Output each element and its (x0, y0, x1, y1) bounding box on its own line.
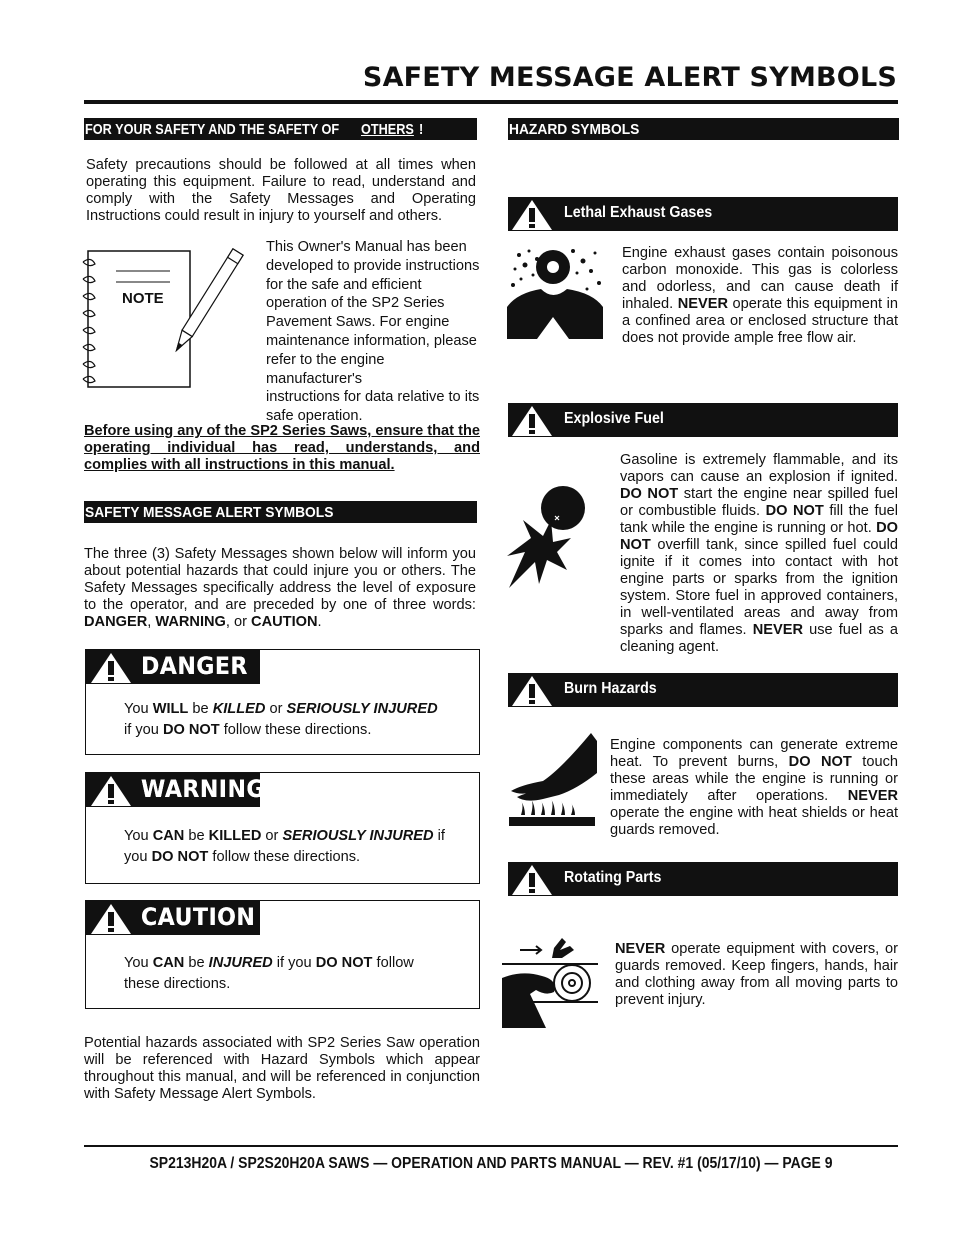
hazard-bar-fuel (508, 403, 898, 437)
note-line: operation of the SP2 Series (266, 295, 445, 312)
msg-part: be (188, 701, 213, 717)
msg-part: if you (124, 722, 163, 738)
msg-part: DO NOT (315, 955, 373, 971)
msg-part: follow (372, 955, 414, 971)
note-line: refer to the engine manufacturer's (266, 351, 385, 387)
hazard-text-part: DO NOT (788, 754, 852, 770)
hazard-text-part: operate equipment with covers, or guards removed. Keep fingers, hands, hair and clothing away from all moving parts to prevent injury. (615, 941, 898, 1008)
msg-part: if you (272, 955, 316, 971)
hazard-label: Burn Hazards (564, 680, 657, 697)
explosion-icon (505, 480, 605, 595)
alert-section-bar (84, 501, 477, 523)
msg-part: KILLED (212, 701, 266, 717)
hazard-bar-text: HAZARD SYMBOLS (509, 121, 640, 138)
msg-part: DO NOT (151, 849, 209, 865)
hazard-text-part: operate the engine with heat shields or heat guards removed. (610, 805, 898, 838)
alert-para-text: The three (3) Safety Messages shown below will inform you about potential hazards that could injure you or others. The Safety Messages specifically address the level of exposure to the operator, and are preceded by one of three words: (84, 546, 476, 613)
msg-part: be (184, 955, 209, 971)
word-danger: DANGER (84, 614, 148, 630)
warning-triangle-icon (90, 903, 132, 935)
msg-part: SERIOUSLY INJURED (282, 828, 434, 844)
warning-triangle-icon (511, 405, 553, 437)
msg-part: or (261, 828, 283, 844)
hazard-text-part: DO NOT (620, 486, 679, 502)
hot-surface-icon (507, 733, 597, 828)
warning-triangle-icon (511, 675, 553, 707)
note-notebook-icon (80, 244, 255, 392)
hazard-text-burn (610, 737, 898, 839)
hazard-text-exhaust (622, 245, 898, 347)
caution-tag (86, 901, 260, 935)
caution-box (85, 900, 480, 1009)
msg-part: SERIOUSLY INJURED (286, 701, 438, 717)
msg-part: You (124, 955, 153, 971)
hazard-section-bar (508, 118, 899, 140)
warning-tag (86, 773, 265, 807)
potential-hazards-paragraph: Potential hazards associated with SP2 Series Saw operation will be referenced with Hazard Symbols which appear throughout this manual, and will be referenced in conjunction with Safety Message Alert Symbols. (84, 1035, 480, 1102)
warning-triangle-icon (511, 864, 553, 896)
hazard-text-part: NEVER (677, 296, 728, 312)
note-line: safe operation. (266, 408, 363, 425)
warning-message (124, 826, 445, 868)
note-line: This Owner's Manual has been (266, 239, 467, 255)
hazard-text-part: operate this equipment in a confined area or enclosed structure that does not provide ample free flow air. (622, 296, 898, 346)
hazard-label: Lethal Exhaust Gases (564, 204, 713, 221)
safety-bar-underlined: OTHERS (361, 121, 415, 138)
hazard-bar-rotating (508, 862, 898, 896)
danger-message (124, 699, 438, 741)
word-warning: WARNING (155, 614, 226, 630)
warning-triangle-icon (511, 199, 553, 231)
warning-box (85, 772, 480, 884)
footer-rule (84, 1145, 898, 1147)
hazard-text-part: NEVER (615, 941, 666, 957)
hazard-text-part: DO NOT (765, 503, 824, 519)
word-caution: CAUTION (251, 614, 318, 630)
msg-part: be (184, 828, 209, 844)
hazard-text-part: DO NOT (620, 520, 898, 553)
hazard-text-part: NEVER (752, 622, 803, 638)
msg-part: WILL (152, 701, 189, 717)
alert-para-sep: , or (225, 614, 252, 630)
note-label: NOTE (122, 290, 164, 307)
note-paragraph (266, 238, 482, 426)
alert-para-end: . (317, 614, 322, 630)
msg-part: CAN (152, 828, 185, 844)
warning-triangle-icon (90, 775, 132, 807)
hazard-text-part: Engine exhaust gases contain poisonous carbon monoxide. This gas is colorless and odorless, and can cause death if inhaled. (622, 245, 898, 312)
msg-part: CAN (152, 955, 185, 971)
alert-bar-text: SAFETY MESSAGE ALERT SYMBOLS (85, 504, 334, 521)
msg-part: follow these directions. (208, 849, 361, 865)
hazard-label: Explosive Fuel (564, 410, 664, 427)
hazard-bar-burn (508, 673, 898, 707)
caution-message (124, 953, 414, 995)
hazard-text-fuel (620, 452, 898, 656)
hazard-text-part: NEVER (847, 788, 898, 804)
msg-part: you (124, 849, 152, 865)
hazard-text-part: Gasoline is extremely flammable, and its vapors can cause an explosion if ignited. (620, 452, 898, 485)
hazard-label: Rotating Parts (564, 869, 662, 886)
msg-part: KILLED (208, 828, 262, 844)
header-rule (84, 100, 898, 104)
msg-part: these directions. (124, 976, 231, 992)
alert-para-sep: , (147, 614, 156, 630)
hazard-text-part: start the engine near spilled fuel or combustible fluids. (620, 486, 898, 519)
safety-bar-end: ! (418, 121, 424, 138)
msg-part: INJURED (208, 955, 273, 971)
note-line: maintenance information, please (266, 332, 477, 349)
hazard-text-part: overfill tank, since spilled fuel could ignite if it comes into contact with hot engine parts or sparks from the ignition system. Store fuel in approved containers, in well-ventilated areas and away from sparks and flames. (620, 537, 898, 638)
msg-part: or (265, 701, 287, 717)
rotating-parts-icon (500, 930, 600, 1030)
alert-paragraph (84, 546, 476, 631)
warning-word: WARNING (141, 775, 265, 803)
hazard-text-part: fill the fuel tank while the engine is running or hot. (620, 503, 898, 536)
msg-part: if (433, 828, 445, 844)
caution-word: CAUTION (141, 903, 256, 931)
msg-part: DO NOT (162, 722, 220, 738)
page-title: SAFETY MESSAGE ALERT SYMBOLS (362, 62, 897, 93)
safety-paragraph: Safety precautions should be followed at all times when operating this equipment. Failure to read, understand and comply with the Safety Messages and Operating Instructions could result in injury to yourself and others. (86, 157, 476, 224)
page-footer: SP213H20A / SP2S20H20A SAWS — OPERATION AND PARTS MANUAL — REV. #1 (05/17/10) — PAGE 9 (149, 1155, 833, 1172)
danger-tag (86, 650, 260, 684)
danger-box (85, 649, 480, 755)
note-line: for the safe and efficient (266, 276, 422, 293)
hazard-text-part: Engine components can generate extreme heat. To prevent burns, (610, 737, 898, 770)
warning-triangle-icon (90, 652, 132, 684)
danger-word: DANGER (141, 652, 248, 680)
note-line: instructions for data relative to its (266, 389, 480, 406)
msg-part: follow these directions. (219, 722, 372, 738)
safety-section-bar (84, 118, 477, 140)
hazard-text-rotating (615, 941, 898, 1009)
hazard-text-part: touch these areas while the engine is running or immediately after operations. (610, 754, 898, 804)
hazard-bar-exhaust (508, 197, 898, 231)
note-line: Pavement Saws. For engine (266, 314, 450, 331)
msg-part: You (124, 828, 153, 844)
hazard-text-part: use fuel as a cleaning agent. (620, 622, 898, 655)
safety-bar-text: FOR YOUR SAFETY AND THE SAFETY OF (85, 121, 340, 138)
msg-part: You (124, 701, 153, 717)
exhaust-gas-icon (507, 243, 607, 343)
before-using-notice: Before using any of the SP2 Series Saws, ensure that the operating individual has read, understands, and complies with all instructions in this manual. (84, 423, 480, 473)
note-line: developed to provide instructions (266, 257, 480, 274)
